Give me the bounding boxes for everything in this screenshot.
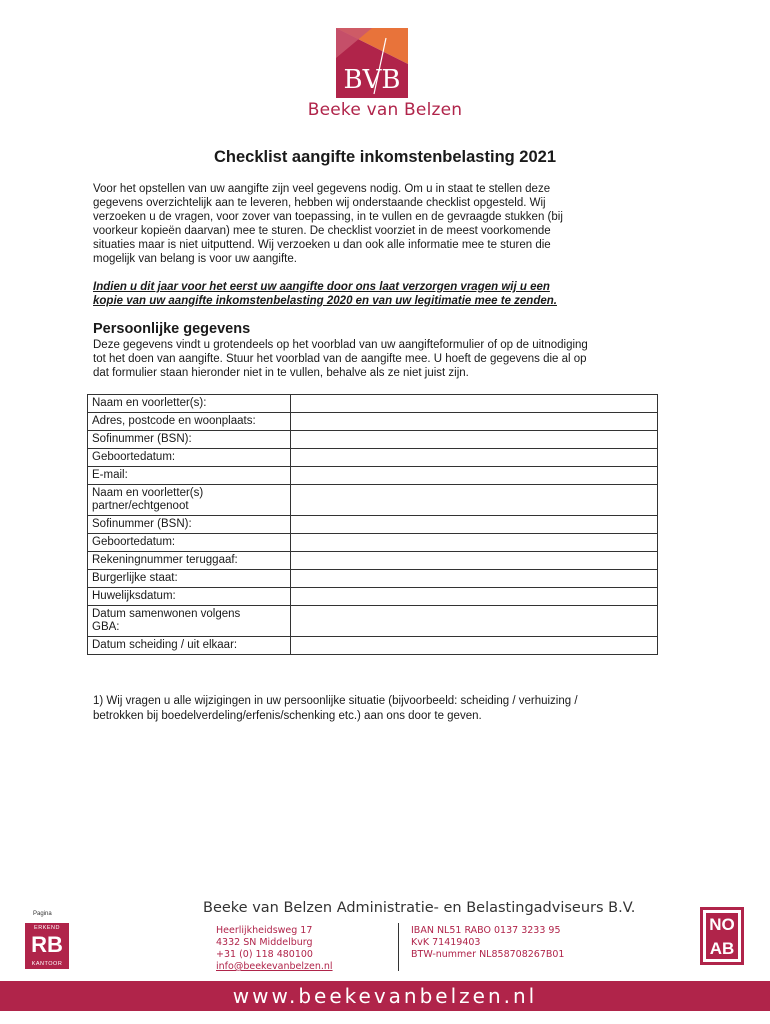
brand-name: Beeke van Belzen	[307, 100, 463, 120]
row-label: Datum samenwonen volgens GBA:	[88, 606, 291, 637]
row-label: Sofinummer (BSN):	[88, 516, 291, 534]
first-time-notice	[93, 280, 653, 308]
table-row	[88, 552, 658, 570]
table-row	[88, 413, 658, 431]
company-name: Beeke van Belzen Administratie- en Belastingadviseurs B.V.	[203, 900, 636, 916]
intro-line: voorkeur kopieën daarvan) mee te sturen. De checklist voorziet in de meest voorkomende	[93, 225, 551, 237]
row-value-field[interactable]	[291, 637, 658, 655]
intro-line: verzoeken u de vragen, voor zover van toepassing, in te vullen en de gevraagde stukken (bij	[93, 211, 563, 223]
table-row	[88, 606, 658, 637]
table-row	[88, 485, 658, 516]
erkend-rb-kantoor-logo: ERKEND RB KANTOOR	[25, 923, 69, 969]
row-label: Rekeningnummer teruggaaf:	[88, 552, 291, 570]
table-row	[88, 637, 658, 655]
noab-logo: NO AB	[700, 907, 744, 965]
row-value-field[interactable]	[291, 395, 658, 413]
intro-line: situaties maar is niet uitputtend. Wij verzoeken u dan ook alle informatie mee te sturen die	[93, 239, 551, 251]
footer-divider	[398, 923, 399, 971]
row-label: Sofinummer (BSN):	[88, 431, 291, 449]
table-row	[88, 588, 658, 606]
table-row	[88, 570, 658, 588]
row-value-field[interactable]	[291, 588, 658, 606]
intro-line: gegevens overzichtelijk aan te leveren, hebben wij onderstaande checklist opgesteld. Wij	[93, 197, 546, 209]
section-line: Deze gegevens vindt u grotendeels op het voorblad van uw aangifteformulier of op de uitnodiging	[93, 339, 588, 351]
row-value-field[interactable]	[291, 516, 658, 534]
footnote-line: betrokken bij boedelverdeling/erfenis/schenking etc.) aan ons door te geven.	[93, 710, 482, 722]
page-label: Pagina	[33, 911, 52, 917]
row-value-field[interactable]	[291, 467, 658, 485]
row-label: E-mail:	[88, 467, 291, 485]
row-label: Datum scheiding / uit elkaar:	[88, 637, 291, 655]
bvb-logo	[336, 28, 408, 98]
row-value-field[interactable]	[291, 570, 658, 588]
row-label: Huwelijksdatum:	[88, 588, 291, 606]
row-value-field[interactable]	[291, 534, 658, 552]
table-row	[88, 467, 658, 485]
table-row	[88, 395, 658, 413]
row-value-field[interactable]	[291, 552, 658, 570]
row-label: Adres, postcode en woonplaats:	[88, 413, 291, 431]
section-title: Persoonlijke gegevens	[93, 321, 251, 337]
email-link[interactable]: info@beekevanbelzen.nl	[216, 961, 333, 972]
notice-line: Indien u dit jaar voor het eerst uw aangifte door ons laat verzorgen vragen wij u een	[93, 281, 550, 293]
intro-line: mogelijk van belang is voor uw aangifte.	[93, 253, 297, 265]
section-line: tot het doen van aangifte. Stuur het voorblad van de aangifte mee. U hoeft de gegevens die al op	[93, 353, 587, 365]
table-row	[88, 431, 658, 449]
section-text	[93, 338, 653, 380]
row-value-field[interactable]	[291, 431, 658, 449]
row-value-field[interactable]	[291, 449, 658, 467]
row-label: Geboortedatum:	[88, 449, 291, 467]
table-row	[88, 534, 658, 552]
company-address: Heerlijkheidsweg 17 4332 SN Middelburg +31 (0) 118 480100 info@beekevanbelzen.nl	[216, 925, 333, 972]
row-label: Burgerlijke staat:	[88, 570, 291, 588]
personal-data-table	[87, 394, 658, 655]
row-value-field[interactable]	[291, 485, 658, 516]
row-label: Geboortedatum:	[88, 534, 291, 552]
row-label: Naam en voorletter(s):	[88, 395, 291, 413]
website-link[interactable]: www.beekevanbelzen.nl	[0, 981, 770, 1011]
row-value-field[interactable]	[291, 413, 658, 431]
notice-line: kopie van uw aangifte inkomstenbelasting 2020 en van uw legitimatie mee te zenden.	[93, 295, 557, 307]
row-label: Naam en voorletter(s) partner/echtgenoot	[88, 485, 291, 516]
row-value-field[interactable]	[291, 606, 658, 637]
logo-monogram: BVB	[343, 65, 401, 95]
table-row	[88, 516, 658, 534]
footnote-line: 1) Wij vragen u alle wijzigingen in uw persoonlijke situatie (bijvoorbeeld: scheiding / verhuizing /	[93, 695, 578, 707]
table-row	[88, 449, 658, 467]
company-registration: IBAN NL51 RABO 0137 3233 95 KvK 71419403 BTW-nummer NL858708267B01	[411, 925, 565, 960]
intro-line: Voor het opstellen van uw aangifte zijn veel gegevens nodig. Om u in staat te stellen deze	[93, 183, 551, 195]
intro-paragraph	[93, 182, 648, 266]
footnote	[93, 694, 653, 724]
page-title: Checklist aangifte inkomstenbelasting 2021	[213, 148, 557, 166]
section-line: dat formulier staan hieronder niet in te vullen, behalve als ze niet juist zijn.	[93, 367, 469, 379]
